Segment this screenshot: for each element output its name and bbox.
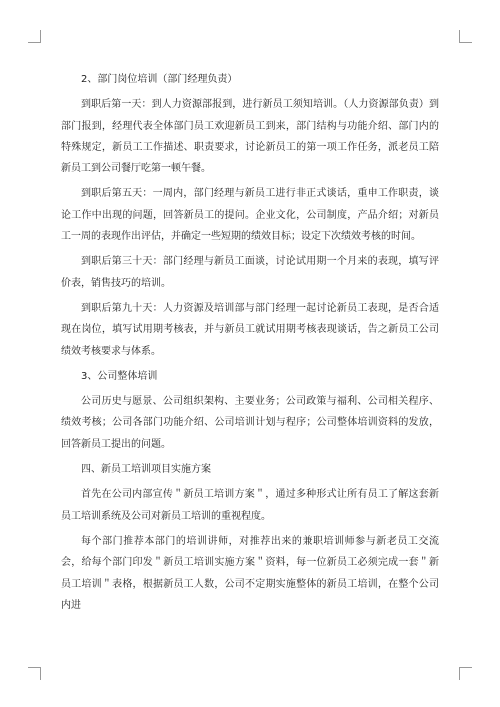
crop-mark-top-right xyxy=(459,30,472,43)
paragraph-day-five: 到职后第五天：一周内，部门经理与新员工进行非正式谈话，重申工作职责，谈论工作中出现的问题，回答新员工的提问。企业文化，公司制度，产品介绍；对新员工一周的表现作出评估，并确定一些短期的绩效目标；设定下次绩效考核的时间。 xyxy=(61,188,439,243)
section-heading-dept-training: 2、部门岗位培训（部门经理负责） xyxy=(81,74,238,85)
crop-mark-top-left xyxy=(28,30,41,43)
section-heading-implementation: 四、新员工培训项目实施方案 xyxy=(81,464,211,476)
paragraph-company-training: 公司历史与愿景、公司组织架构、主要业务；公司政策与福利、公司相关程序、绩效考核；公司各部门功能介绍、公司培训计划与程序；公司整体培训资料的发放，回答新员工提出的问题。 xyxy=(61,396,439,450)
crop-mark-bottom-left xyxy=(28,667,41,680)
paragraph-implementation-trainers: 每个部门推荐本部门的培训讲师，对推荐出来的兼职培训师参与新老员工交流会，给每个部门印发＂新员工培训实施方案＂资料，每一位新员工必须完成一套＂新员工培训＂表格，根据新员工人数，公司不定期实施整体的新员工培训，在整个公司内进 xyxy=(61,535,439,611)
paragraph-day-ninety: 到职后第九十天：人力资源及培训部与部门经理一起讨论新员工表现，是否合适现在岗位，填写试用期考核表，并与新员工就试用期考核表现谈话，告之新员工公司绩效考核要求与体系。 xyxy=(61,302,439,357)
section-heading-company-training: 3、公司整体培训 xyxy=(81,370,158,382)
paragraph-implementation-promotion: 首先在公司内部宣传＂新员工培训方案＂，通过多种形式让所有员工了解这套新员工培训系统及公司对新员工培训的重视程度。 xyxy=(61,489,439,522)
paragraph-day-one: 到职后第一天：到人力资源部报到，进行新员工须知培训。（人力资源部负责）到部门报到，经理代表全体部门员工欢迎新员工到来，部门结构与功能介绍、部门内的特殊规定，新员工工作描述、职责要求，讨论新员工的第一项工作任务，派老员工陪新员工到公司餐厅吃第一顿午餐。 xyxy=(61,99,439,175)
document-body xyxy=(61,69,439,620)
paragraph-day-thirty: 到职后第三十天：部门经理与新员工面谈，讨论试用期一个月来的表现，填写评价表，销售技巧的培训。 xyxy=(61,256,439,289)
crop-mark-bottom-right xyxy=(459,667,472,680)
